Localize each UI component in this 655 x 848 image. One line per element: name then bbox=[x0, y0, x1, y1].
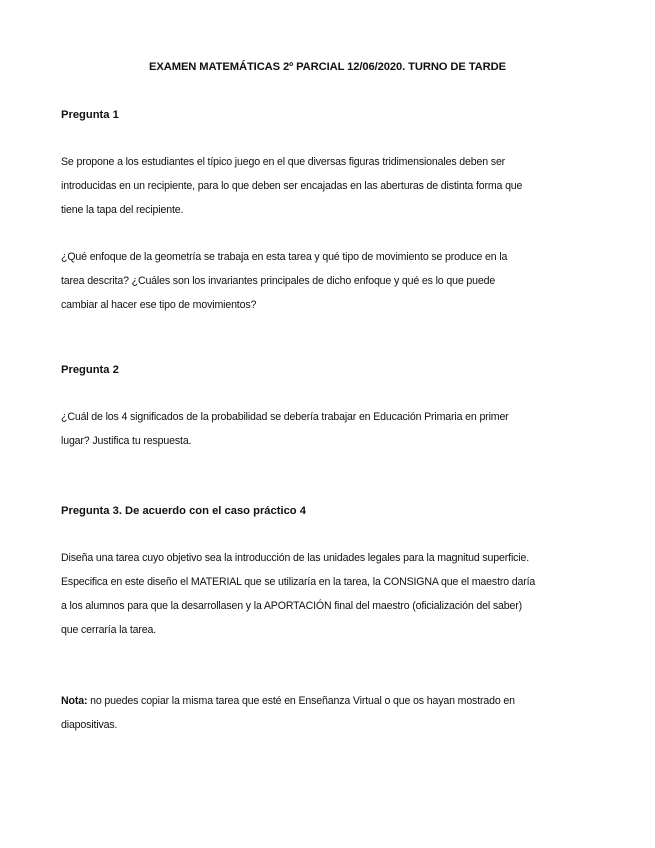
text-line: introducidas en un recipiente, para lo que deben ser encajadas en las aberturas de distinta forma que bbox=[61, 180, 523, 192]
note-line: diapositivas. bbox=[61, 719, 118, 731]
text-line: tiene la tapa del recipiente. bbox=[61, 204, 184, 216]
question-3-heading: Pregunta 3. De acuerdo con el caso práctico 4 bbox=[61, 505, 306, 517]
note-line bbox=[61, 689, 606, 713]
note-label: Nota: bbox=[61, 695, 88, 707]
question-3-prompt bbox=[61, 546, 606, 642]
text-line: lugar? Justifica tu respuesta. bbox=[61, 435, 192, 447]
question-1-heading: Pregunta 1 bbox=[61, 109, 119, 121]
exam-note bbox=[61, 689, 606, 737]
text-line: Se propone a los estudiantes el típico juego en el que diversas figuras tridimensionales deben ser bbox=[61, 156, 506, 168]
text-line: Diseña una tarea cuyo objetivo sea la introducción de las unidades legales para la magnitud superficie. bbox=[61, 552, 530, 564]
question-1-prompt bbox=[61, 245, 606, 317]
text-line: a los alumnos para que la desarrollasen y la APORTACIÓN final del maestro (oficialización del saber) bbox=[61, 600, 522, 612]
text-line: cambiar al hacer ese tipo de movimientos? bbox=[61, 299, 257, 311]
text-line: ¿Cuál de los 4 significados de la probabilidad se debería trabajar en Educación Primaria en primer bbox=[61, 411, 509, 423]
text-line: tarea descrita? ¿Cuáles son los invariantes principales de dicho enfoque y qué es lo que puede bbox=[61, 275, 496, 287]
question-1-statement bbox=[61, 150, 606, 222]
question-2-heading: Pregunta 2 bbox=[61, 364, 119, 376]
text-line: Especifica en este diseño el MATERIAL que se utilizaría en la tarea, la CONSIGNA que el maestro daría bbox=[61, 576, 536, 588]
question-2-prompt bbox=[61, 405, 606, 453]
note-text: no puedes copiar la misma tarea que esté en Enseñanza Virtual o que os hayan mostrado en bbox=[87, 695, 515, 707]
exam-title: EXAMEN MATEMÁTICAS 2º PARCIAL 12/06/2020. TURNO DE TARDE bbox=[149, 61, 506, 73]
text-line: ¿Qué enfoque de la geometría se trabaja en esta tarea y qué tipo de movimiento se produce en la bbox=[61, 251, 508, 263]
text-line: que cerraría la tarea. bbox=[61, 624, 157, 636]
